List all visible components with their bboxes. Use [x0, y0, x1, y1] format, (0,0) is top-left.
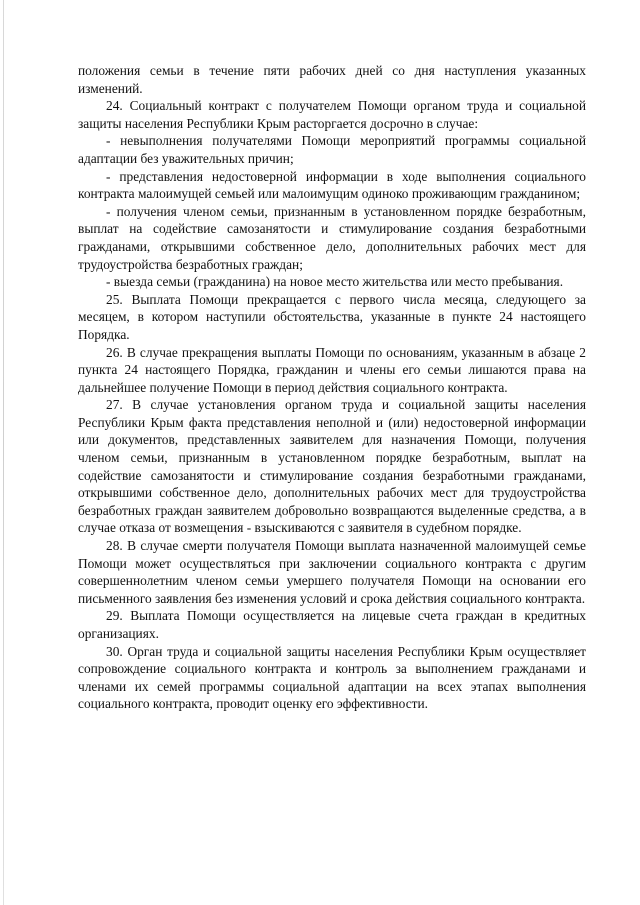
paragraph-clause-24-item-2: - представления недостоверной информации в ходе выполнения социального контракта малоимущей семьей или малоимущим одиноко проживающим гражданином; — [78, 168, 586, 202]
paragraph-clause-24-item-4: - выезда семьи (гражданина) на новое место жительства или место пребывания. — [106, 274, 564, 290]
paragraph-clause-26: 26. В случае прекращения выплаты Помощи по основаниям, указанным в абзаце 2 пункта 24 настоящего Порядка, гражданин и члены его семьи лишаются права на дальнейшее получение Помощи в период действия социального контракта. — [78, 344, 586, 395]
scan-edge-line — [3, 0, 4, 905]
paragraph-clause-24: 24. Социальный контракт с получателем Помощи органом труда и социальной защиты населения Республики Крым расторгается досрочно в случае: — [78, 98, 586, 131]
paragraph-clause-25: 25. Выплата Помощи прекращается с первого числа месяца, следующего за месяцем, в котором наступили обстоятельства, указанные в пункте 24 настоящего Порядка. — [78, 291, 586, 342]
paragraph-continuation: положения семьи в течение пяти рабочих дней со дня наступления указанных изменений. — [78, 63, 586, 96]
paragraph-clause-28: 28. В случае смерти получателя Помощи выплата назначенной малоимущей семье Помощи может осуществляться при заключении социального контракта с другим совершеннолетним членом семьи умершего получателя Помощи на основании его письменного заявления без изменения условий и срока действия социального контракта. — [78, 538, 586, 606]
paragraph-clause-30: 30. Орган труда и социальной защиты населения Республики Крым осуществляет сопровождение социального контракта и контроль за выполнением гражданами и членами их семей программы социальной адаптации на всех этапах выполнения социального контракта, проводит оценку его эффективности. — [78, 643, 586, 712]
paragraph-clause-29: 29. Выплата Помощи осуществляется на лицевые счета граждан в кредитных организациях. — [78, 608, 586, 641]
paragraph-clause-24-item-1: - невыполнения получателями Помощи мероприятий программы социальной адаптации без уважительных причин; — [78, 133, 586, 166]
paragraph-clause-24-item-3: - получения членом семьи, признанным в установленном порядке безработным, выплат на содействие самозанятости и стимулирование создания безработными гражданами, открывшими собственное дело, дополнительных рабочих мест для трудоустройства безработных граждан; — [78, 203, 586, 272]
paragraph-clause-27: 27. В случае установления органом труда и социальной защиты населения Республики Крым факта представления неполной и (или) недостоверной информации или документов, представленных заявителем для назначения Помощи, получения членом семьи, признанным в установленном порядке безработным, выплат на содействие самозанятости и стимулирование создания безработными гражданами, открывшими собственное дело, дополнительных рабочих мест для трудоустройства безработных граждан заявителем добровольно возвращаются выделенные средства, а в случае отказа от возмещения - взыскиваются с заявителя в судебном порядке. — [78, 397, 586, 536]
document-body — [78, 62, 586, 713]
